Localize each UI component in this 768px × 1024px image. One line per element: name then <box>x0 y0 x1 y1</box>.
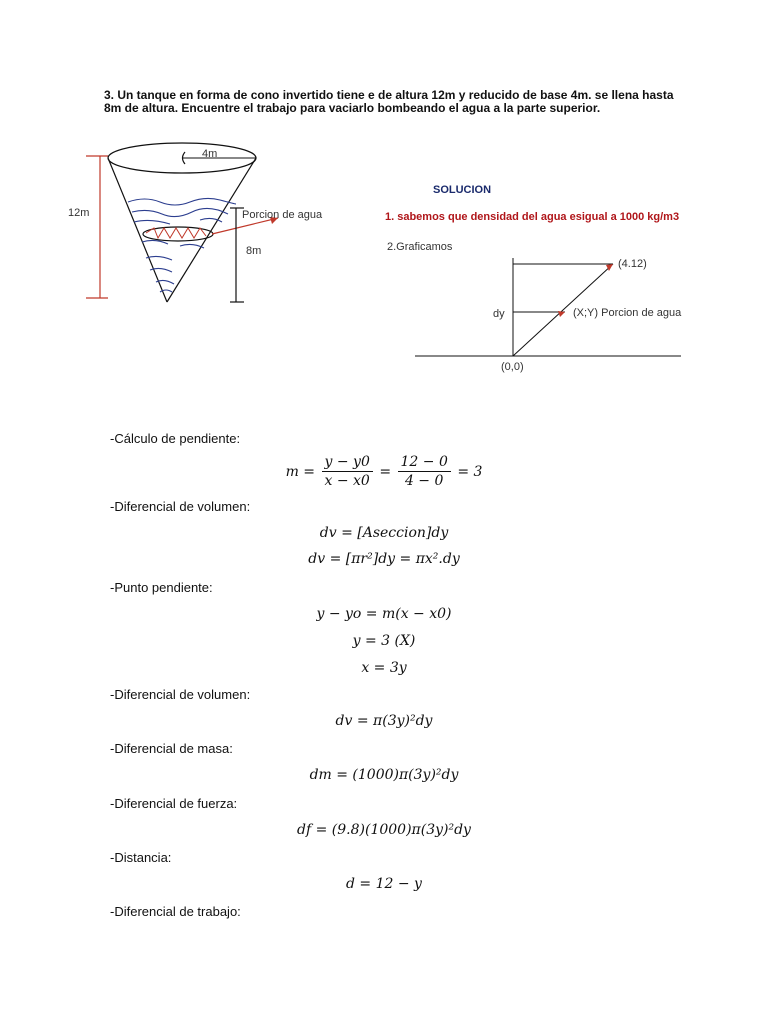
cone-left-edge <box>108 158 167 302</box>
problem-line-2: 8m de altura. Encuentre el trabajo para vaciarlo bombeando el agua a la parte superior. <box>104 101 601 115</box>
step-label-point-slope: -Punto pendiente: <box>110 580 213 595</box>
solution-step-1: 1. sabemos que densidad del agua esigual a 1000 kg/m3 <box>385 211 680 223</box>
step-label-work: -Diferencial de trabajo: <box>110 904 241 919</box>
problem-statement <box>104 89 724 115</box>
radius-label: 4m <box>202 148 218 160</box>
point-top-label: (4.12) <box>618 258 647 270</box>
step-label-volume-2: -Diferencial de volumen: <box>110 687 251 702</box>
mass-eq: dm = (1000)π(3y)²dy <box>309 767 459 783</box>
volume-eq-2: dv = [πr²]dy = πx².dy <box>308 551 460 567</box>
distance-eq: d = 12 − y <box>346 876 422 892</box>
step-label-distance: -Distancia: <box>110 850 172 865</box>
step-label-slope: -Cálculo de pendiente: <box>110 431 241 446</box>
solution-step-2: 2.Graficamos <box>387 241 453 253</box>
solution-title: SOLUCION <box>433 184 492 196</box>
point-slope-eq-2: y = 3 (X) <box>352 633 416 649</box>
step-label-mass: -Diferencial de masa: <box>110 741 233 756</box>
volume-eq-1: dv = [Aseccion]dy <box>319 525 449 541</box>
volume-eq-3: dv = π(3y)²dy <box>335 713 433 729</box>
cone-right-edge <box>167 158 256 302</box>
portion-label: Porcion de agua <box>242 209 323 221</box>
slope-equation: m = $\frac{y - y0}{x - x0}$ = $\frac{12 - 0}{4 - 0}$ = 3 <box>285 454 483 489</box>
water-height-label: 8m <box>246 245 262 257</box>
point-slope-eq-1: y − yo = m(x − x0) <box>316 606 452 622</box>
step-label-force: -Diferencial de fuerza: <box>110 796 238 811</box>
total-height-label: 12m <box>68 207 90 219</box>
origin-label: (0,0) <box>501 361 524 373</box>
water-disk <box>143 227 213 241</box>
problem-line-1: 3. Un tanque en forma de cono invertido tiene e de altura 12m y reducido de base 4m. se llena hasta <box>104 88 674 102</box>
cone-diagram <box>60 130 360 320</box>
force-eq: df = (9.8)(1000)π(3y)²dy <box>297 822 471 838</box>
dy-label: dy <box>493 308 505 320</box>
point-mid-label: (X;Y) Porcion de agua <box>573 307 682 319</box>
point-slope-eq-3: x = 3y <box>361 660 407 676</box>
slope-graph <box>395 250 715 375</box>
step-label-volume: -Diferencial de volumen: <box>110 499 251 514</box>
